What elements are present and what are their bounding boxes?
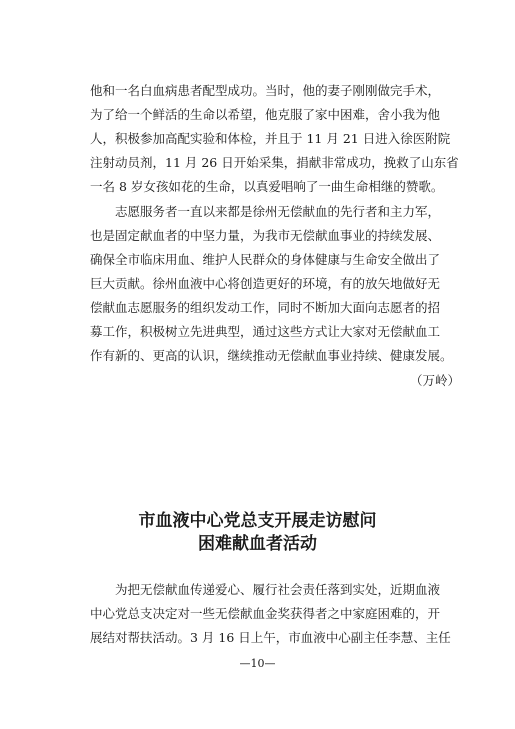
body-text-line: 募工作，积极树立先进典型，通过这些方式让大家对无偿献血工	[90, 324, 441, 339]
body-text-line: 偿献血志愿服务的组织发动工作，同时不断加大面向志愿者的招	[90, 300, 441, 315]
body-text-line: 展结对帮扶活动。3 月 16 日上午，市血液中心副主任李慧、主任	[90, 630, 451, 645]
body-text-line: 也是固定献血者的中坚力量，为我市无偿献血事业的持续发展、	[90, 228, 441, 243]
body-text-line: 人，积极参加高配实验和体检，并且于 11 月 21 日进入徐医附院	[90, 131, 451, 146]
body-text-line: 志愿服务者一直以来都是徐州无偿献血的先行者和主力军，	[115, 204, 441, 219]
body-text-line: 为了给一个鲜活的生命以希望，他克服了家中困难，舍小我为他	[90, 107, 441, 122]
article-title-line-2: 困难献血者活动	[198, 534, 317, 554]
body-text-line: 确保全市临床用血、维护人民群众的身体健康与生命安全做出了	[90, 252, 441, 267]
page-number: —10—	[239, 657, 276, 670]
body-text-line: 巨大贡献。徐州血液中心将创造更好的环境，有的放矢地做好无	[90, 276, 441, 291]
author-signature: （万岭）	[409, 373, 460, 388]
article-title-line-1: 市血液中心党总支开展走访慰问	[138, 511, 377, 531]
body-text-line: 他和一名白血病患者配型成功。当时，他的妻子刚刚做完手术，	[90, 83, 441, 98]
body-text-line: 为把无偿献血传递爱心、履行社会责任落到实处，近期血液	[115, 582, 441, 597]
body-text-line: 作有新的、更高的认识，继续推动无偿献血事业持续、健康发展。	[90, 348, 453, 363]
body-text-line: 注射动员剂，11 月 26 日开始采集，捐献非常成功，挽救了山东省	[90, 155, 459, 170]
body-text-line: 一名 8 岁女孩如花的生命，以真爱唱响了一曲生命相继的赞歌。	[90, 179, 444, 194]
body-text-line: 中心党总支决定对一些无偿献血金奖获得者之中家庭困难的，开	[90, 606, 441, 621]
